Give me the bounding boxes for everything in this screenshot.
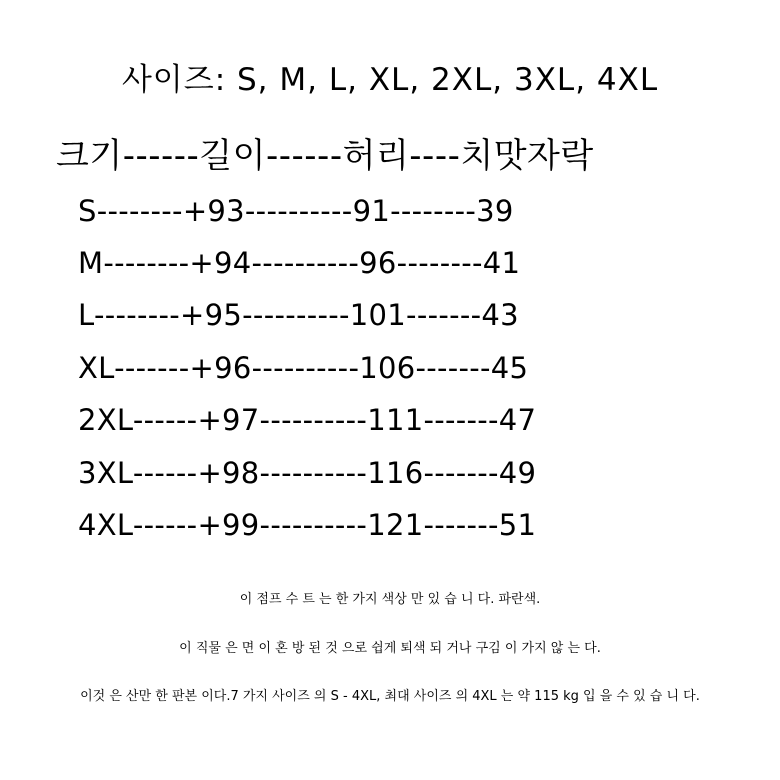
size-row-2xl: 2XL------+97----------111-------47 [78, 403, 537, 437]
size-row-3xl: 3XL------+98----------116-------49 [78, 456, 537, 490]
size-row-4xl: 4XL------+99----------121-------51 [78, 508, 537, 542]
size-row-m: M--------+94----------96--------41 [78, 246, 521, 280]
available-sizes-text: 사이즈: S, M, L, XL, 2XL, 3XL, 4XL [121, 62, 659, 98]
size-row-s: S--------+93----------91--------39 [78, 194, 514, 228]
size-row-l: L--------+95----------101-------43 [78, 298, 519, 332]
color-note: 이 점프 수 트 는 한 가지 색상 만 있 습 니 다. 파란색. [239, 592, 541, 607]
fabric-note: 이 직물 은 면 이 혼 방 된 것 으로 쉽게 퇴색 되 거나 구김 이 가지 않 는 다. [179, 641, 601, 656]
size-table-header: 크기------길이------허리----치맛자락 [56, 136, 594, 176]
size-row-xl: XL-------+96----------106-------45 [78, 351, 529, 385]
fit-note: 이것 은 산만 한 판본 이다.7 가지 사이즈 의 S - 4XL, 최대 사이즈 의 4XL 는 약 115 kg 입 을 수 있 습 니 다. [80, 689, 700, 704]
